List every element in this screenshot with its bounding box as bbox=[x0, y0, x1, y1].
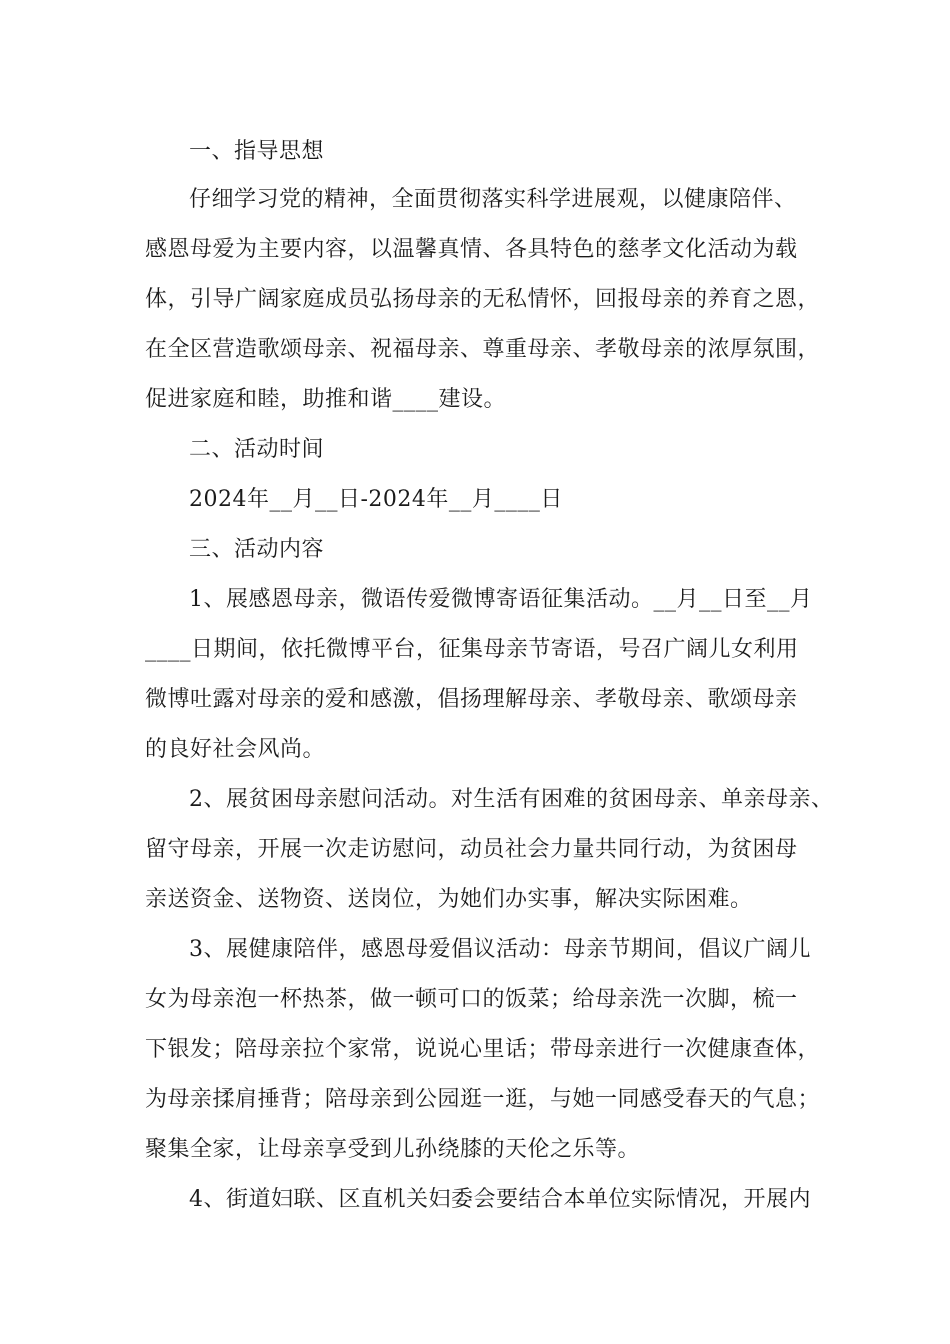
paragraph-line: 女为母亲泡一杯热茶，做一顿可口的饭菜；给母亲洗一次脚，梳一 bbox=[145, 987, 798, 1012]
paragraph-line: 1、展感恩母亲，微语传爱微博寄语征集活动。__月__日至__月 bbox=[189, 587, 813, 612]
paragraph-line: 亲送资金、送物资、送岗位，为她们办实事，解决实际困难。 bbox=[145, 887, 753, 912]
paragraph-line: 聚集全家，让母亲享受到儿孙绕膝的天伦之乐等。 bbox=[145, 1137, 641, 1162]
paragraph-line: 为母亲揉肩捶背；陪母亲到公园逛一逛，与她一同感受春天的气息； bbox=[145, 1087, 821, 1112]
paragraph-line: 下银发；陪母亲拉个家常，说说心里话；带母亲进行一次健康查体， bbox=[145, 1037, 821, 1062]
paragraph-line: 微博吐露对母亲的爱和感激，倡扬理解母亲、孝敬母亲、歌颂母亲 bbox=[145, 687, 798, 712]
section-heading-activity-content: 三、活动内容 bbox=[189, 537, 325, 562]
paragraph-line: 2、展贫困母亲慰问活动。对生活有困难的贫困母亲、单亲母亲、 bbox=[189, 787, 834, 812]
paragraph-line: 促进家庭和睦，助推和谐____建设。 bbox=[145, 387, 507, 412]
paragraph-line: 在全区营造歌颂母亲、祝福母亲、尊重母亲、孝敬母亲的浓厚氛围， bbox=[145, 337, 821, 362]
paragraph-line: 3、展健康陪伴，感恩母爱倡议活动：母亲节期间，倡议广阔儿 bbox=[189, 937, 811, 962]
paragraph-line: 4、街道妇联、区直机关妇委会要结合本单位实际情况，开展内 bbox=[189, 1187, 811, 1212]
section-heading-activity-time: 二、活动时间 bbox=[189, 437, 325, 462]
activity-date-range: 2024年__月__日-2024年__月____日 bbox=[189, 487, 563, 512]
section-heading-guiding-ideology: 一、指导思想 bbox=[189, 139, 325, 164]
paragraph-line: 体，引导广阔家庭成员弘扬母亲的无私情怀，回报母亲的养育之恩， bbox=[145, 287, 821, 312]
paragraph-line: 的良好社会风尚。 bbox=[145, 737, 326, 762]
paragraph-line: ____日期间，依托微博平台，征集母亲节寄语，号召广阔儿女利用 bbox=[145, 637, 799, 662]
paragraph-line: 留守母亲，开展一次走访慰问，动员社会力量共同行动，为贫困母 bbox=[145, 837, 798, 862]
paragraph-line: 感恩母爱为主要内容，以温馨真情、各具特色的慈孝文化活动为载 bbox=[145, 237, 798, 262]
paragraph-line: 仔细学习党的精神，全面贯彻落实科学进展观，以健康陪伴、 bbox=[189, 187, 797, 212]
